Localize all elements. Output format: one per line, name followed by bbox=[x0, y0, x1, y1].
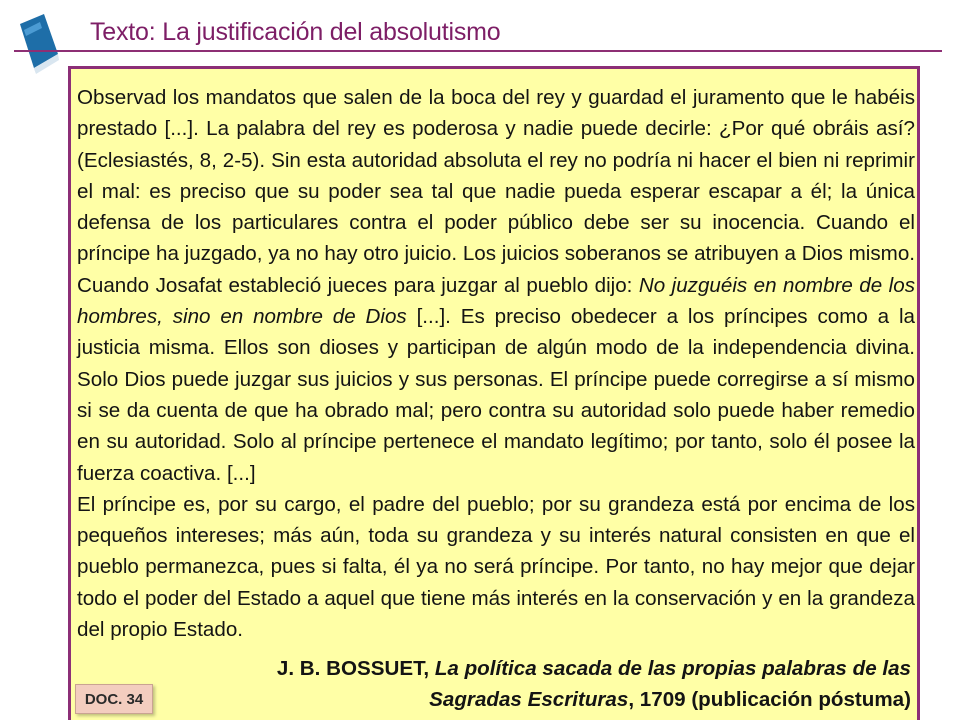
citation-year: , 1709 (publicación póstuma) bbox=[628, 688, 911, 712]
citation-work: La política sacada de las propias palabras de las Sagradas Escrituras bbox=[429, 657, 911, 712]
citation bbox=[211, 653, 911, 716]
document-box bbox=[68, 66, 920, 720]
paragraph-1 bbox=[77, 82, 915, 489]
book-icon bbox=[14, 10, 60, 76]
paragraph-2: El príncipe es, por su cargo, el padre del pueblo; por su grandeza está por encima de los pequeños intereses; más aún, toda su grandeza y su interés natural consisten en que el pueblo permanezca, pues si falta, él ya no será príncipe. Por tanto, no hay mejor que dejar todo el poder del Estado a aquel que tiene más interés en la conservación y en la grandeza del propio Estado. bbox=[77, 492, 915, 642]
header bbox=[0, 0, 960, 64]
paragraph-1-part-1: Observad los mandatos que salen de la boca del rey y guardad el juramento que le habéis prestado [...]. La palabra del rey es poderosa y nadie puede decirle: ¿Por qué obráis así? (Eclesiastés, 8, 2-5). Sin esta autoridad absoluta el rey no podría ni hacer el bien ni reprimir el mal: es preciso que su poder sea tal que nadie pueda esperar escapar a él; la única defensa de los particulares contra el poder público debe ser su inocencia. Cuando el príncipe ha juzgado, ya no hay otro juicio. Los juicios soberanos se atribuyen a Dios mismo. Cuando Josafat estableció jueces para juzgar al pueblo dijo: bbox=[77, 86, 915, 297]
doc-badge: DOC. 34 bbox=[75, 684, 153, 714]
quote-italic: No juzguéis en nombre de los hombres, sino en nombre de Dios bbox=[77, 273, 915, 329]
paragraph-1-part-2: [...]. Es preciso obedecer a los príncipes como a la justicia misma. Ellos son dioses y participan de algún modo de la independencia divina. Solo Dios puede juzgar sus juicios y sus personas. El príncipe puede corregirse a sí mismo si se da cuenta de que ha obrado mal; pero contra su autoridad solo puede haber remedio en su autoridad. Solo al príncipe pertenece el mandato legítimo; por tanto, solo él posee la fuerza coactiva. [...] bbox=[77, 305, 915, 485]
page-title: Texto: La justificación del absolutismo bbox=[90, 18, 501, 46]
title-divider bbox=[14, 50, 942, 52]
citation-author: J. B. BOSSUET, bbox=[276, 657, 430, 680]
document-text bbox=[77, 82, 915, 645]
